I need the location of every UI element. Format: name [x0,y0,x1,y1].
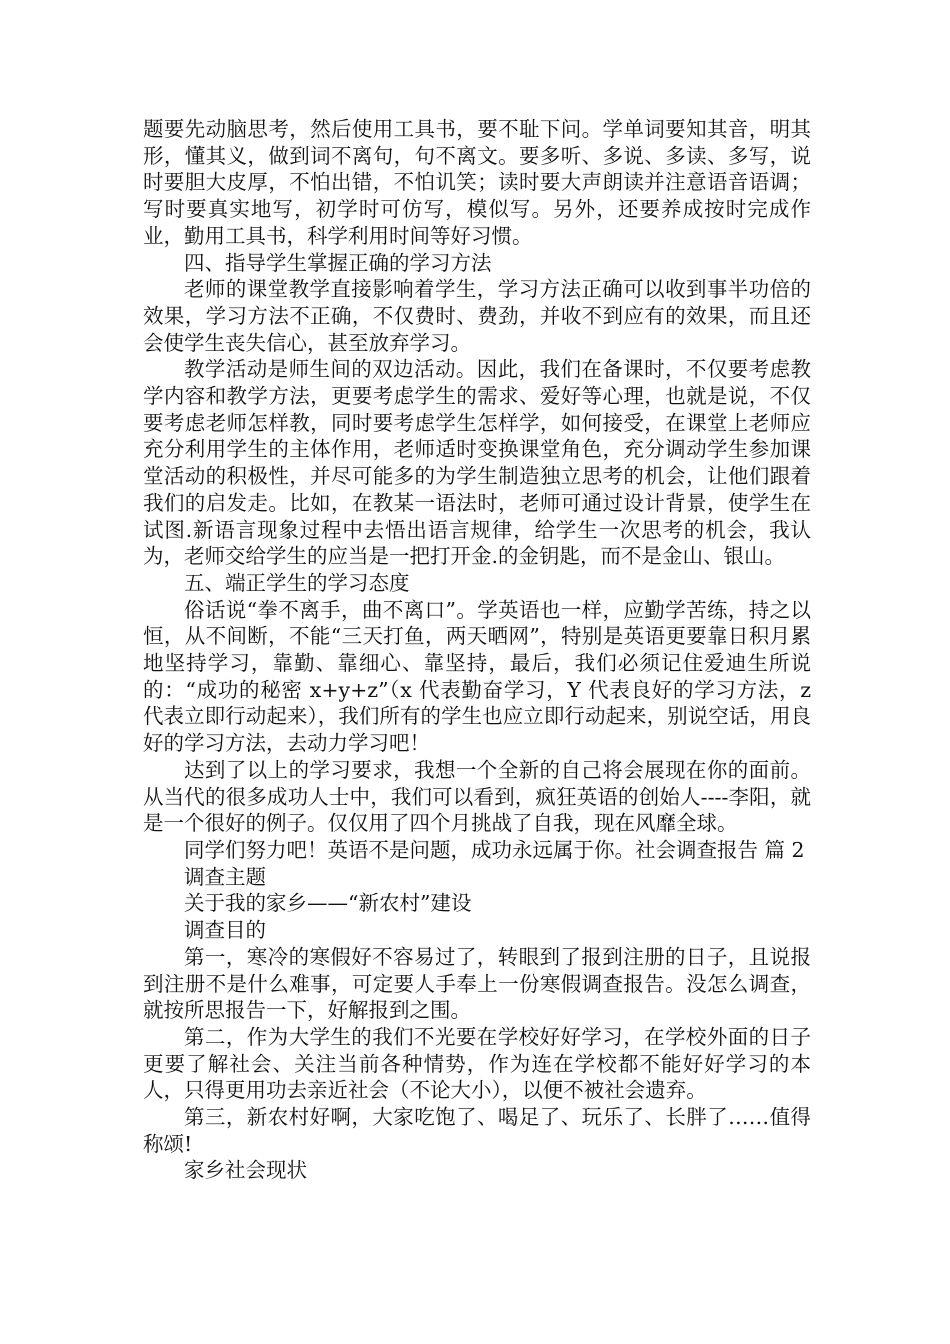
heading-learning-methods: 四、指导学生掌握正确的学习方法 [184,250,492,275]
paragraph-study-habits: 题要先动脑思考，然后使用工具书，要不耻下问。学单词要知其音，明其形，懂其义，做到词不离句，句不离文。要多听、多说、多读、多写，说时要胆大皮厚，不怕出错，不怕讥笑；读时要大声朗读并注意语音语调；写时要真实地写，初学时可仿写，模似写。另外，还要养成按时完成作业，勤用工具书，科学利用时间等好习惯。 [143,117,811,248]
paragraph-proverb: 俗话说“拳不离手，曲不离口”。学英语也一样，应勤学苦练，持之以恒，从不间断，不能“三天打鱼，两天晒网”，特别是英语更要靠日积月累地坚持学习，靠勤、靠细心、靠坚持，最后，我们必须记住爱迪生所说的：“成功的秘密 x+y+z”（x 代表勤奋学习，Y 代表良好的学习方法，z 代表立即行动起来），我们所有的学生也应立即行动起来，别说空话，用良好的学习方法，去动力学习吧！ [143,597,811,756]
heading-survey-purpose: 调查目的 [184,918,266,943]
paragraph-encouragement: 同学们努力吧！英语不是问题，成功永远属于你。社会调查报告 篇 2 [184,837,805,862]
paragraph-purpose-third: 第三，新农村好啊，大家吃饱了、喝足了、玩乐了、长胖了……值得称颂! [143,1105,811,1156]
paragraph-purpose-first: 第一，寒冷的寒假好不容易过了，转眼到了报到注册的日子，且说报到注册不是什么难事，可定要人手奉上一份寒假调查报告。没怎么调查，就按所思报告一下，好解报到之围。 [143,944,811,1023]
heading-learning-attitude: 五、端正学生的学习态度 [184,570,410,595]
paragraph-teaching-activity: 教学活动是师生间的双边活动。因此，我们在备课时，不仅要考虑教学内容和教学方法，更要考虑学生的需求、爱好等心理，也就是说，不仅要考虑老师怎样教，同时要考虑学生怎样学，如何接受，在课堂上老师应充分利用学生的主体作用，老师适时变换课堂角色，充分调动学生参加课堂活动的积极性，并尽可能多的为学生制造独立思考的机会，让他们跟着我们的启发走。比如，在教某一语法时，老师可通过设计背景，使学生在试图.新语言现象过程中去悟出语言规律，给学生一次思考的机会，我认为，老师交给学生的应当是一把打开金.的金钥匙，而不是金山、银山。 [143,357,811,569]
heading-survey-topic: 调查主题 [184,864,266,889]
document-body [143,116,811,1184]
paragraph-new-self: 达到了以上的学习要求，我想一个全新的自己将会展现在你的面前。从当代的很多成功人士中，我们可以看到，疯狂英语的创始人----李阳，就是一个很好的例子。仅仅用了四个月挑战了自我，现在风靡全球。 [143,757,811,836]
paragraph-teacher-influence: 老师的课堂教学直接影响着学生，学习方法正确可以收到事半功倍的效果，学习方法不正确，不仅费时、费劲，并收不到应有的效果，而且还会使学生丧失信心，甚至放弃学习。 [143,277,811,355]
survey-topic-text: 关于我的家乡——“新农村”建设 [184,891,472,916]
heading-hometown-status: 家乡社会现状 [184,1158,307,1183]
paragraph-purpose-second: 第二，作为大学生的我们不光要在学校好好学习，在学校外面的日子更要了解社会、关注当前各种情势，作为连在学校都不能好好学习的本人，只得更用功去亲近社会（不论大小），以便不被社会遗弃。 [143,1024,811,1103]
